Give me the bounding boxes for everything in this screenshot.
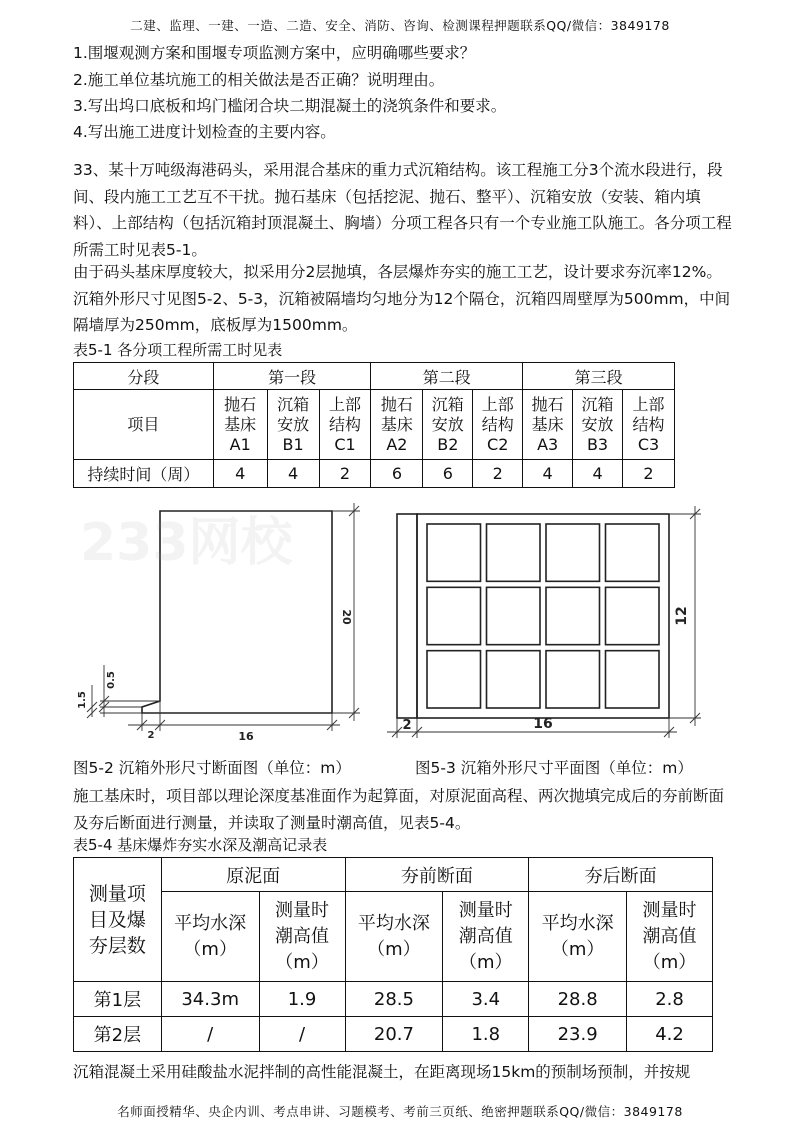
item-b1: 沉箱 安放 B1 <box>267 390 319 460</box>
table2-caption: 表5-4 基床爆炸夯实水深及潮高记录表 <box>73 836 328 854</box>
sub-depth-1: 平均水深 （m） <box>161 892 259 982</box>
fig3-compartments <box>427 524 659 708</box>
row-layer-2-label: 第2层 <box>74 1017 162 1052</box>
table-cell: / <box>161 1017 259 1052</box>
table-cell: 34.3m <box>161 982 259 1017</box>
fig2-dim-width: 16 <box>238 730 254 743</box>
fig3-caption: 图5-3 沉箱外形尺寸平面图（单位：m） <box>415 759 693 777</box>
problem-paragraph-3: 施工基床时，项目部以理论深度基准面作为起算面，对原泥面高程、两次抛填完成后的夯前断面及夯后断面进行测量，并读取了测量时潮高值，见表5-4。 <box>73 787 725 832</box>
sub-depth-2: 平均水深 （m） <box>345 892 443 982</box>
fig3-dim-left: 2 <box>402 718 412 733</box>
compartment-cell <box>546 587 600 644</box>
problem-paragraph-2: 由于码头基床厚度较大，拟采用分2层抛填，各层爆炸夯实的施工工艺，设计要求夯沉率12%。沉箱外形尺寸见图5-2、5-3，沉箱被隔墙均匀地分为12个隔仓，沉箱四周壁厚为500mm，中间隔墙厚为250mm，底板厚为1500mm。 <box>73 263 731 335</box>
page-footer: 名师面授精华、央企内训、考点串讲、习题模考、考前三页纸、绝密押题联系QQ/微信：3849178 <box>117 1104 683 1119</box>
table-cell: 28.8 <box>529 982 627 1017</box>
table-cell: 1.9 <box>259 982 345 1017</box>
group-before-compaction: 夯前断面 <box>345 858 529 892</box>
duration-label: 持续时间（周） <box>74 460 214 488</box>
question-3: 3.写出坞口底板和坞门槛闭合块二期混凝土的浇筑条件和要求。 <box>73 97 507 115</box>
weeks-b2: 6 <box>423 460 473 488</box>
compartment-cell <box>487 524 541 581</box>
fig2-dim-toe: 2 <box>147 730 155 741</box>
compartment-cell <box>546 524 600 581</box>
row-layer-1-label: 第1层 <box>74 982 162 1017</box>
segment-2-header: 第二段 <box>371 363 523 390</box>
sub-tide-3: 测量时 潮高值 （m） <box>627 892 713 982</box>
group-original-mudline: 原泥面 <box>161 858 345 892</box>
table-cell: 20.7 <box>345 1017 443 1052</box>
tide-record-table <box>73 857 713 1052</box>
weeks-a3: 4 <box>523 460 573 488</box>
row-label-item: 项目 <box>74 390 214 460</box>
page-header: 二建、监理、一建、一造、二造、安全、消防、咨询、检测课程押题联系QQ/微信：3849178 <box>130 18 670 33</box>
problem-paragraph-4: 沉箱混凝土采用硅酸盐水泥拌制的高性能混凝土，在距离现场15km的预制场预制，并按规 <box>73 1063 691 1081</box>
fig3-plan-drawing <box>383 500 713 745</box>
table1-caption: 表5-1 各分项工程所需工时见表 <box>73 341 283 359</box>
item-c1: 上部 结构 C1 <box>319 390 371 460</box>
watermark: 233网校 <box>80 513 293 573</box>
question-1: 1.围堰观测方案和围堰专项监测方案中，应明确哪些要求？ <box>73 44 476 62</box>
item-c2: 上部 结构 C2 <box>473 390 523 460</box>
weeks-c3: 2 <box>622 460 674 488</box>
compartment-cell <box>606 651 660 708</box>
weeks-b3: 4 <box>573 460 623 488</box>
fig3-dim-height: 12 <box>674 606 690 626</box>
weeks-a2: 6 <box>371 460 423 488</box>
item-a1: 抛石 基床 A1 <box>213 390 267 460</box>
table-cell: 28.5 <box>345 982 443 1017</box>
weeks-a1: 4 <box>213 460 267 488</box>
table-cell: 1.8 <box>443 1017 529 1052</box>
compartment-cell <box>546 651 600 708</box>
fig2-dim-height: 20 <box>340 609 353 625</box>
weeks-c1: 2 <box>319 460 371 488</box>
problem-paragraph-1: 33、某十万吨级海港码头，采用混合基床的重力式沉箱结构。该工程施工分3个流水段进行，段间、段内施工工艺互不干扰。抛石基床（包括挖泥、抛石、整平）、沉箱安放（安装、箱内填料）、上部结构（包括沉箱封顶混凝土、胸墙）分项工程各只有一个专业施工队施工。各分项工程所需工时见表5-1。 <box>73 161 732 259</box>
table-cell: 2.8 <box>627 982 713 1017</box>
duration-table <box>73 362 675 488</box>
question-2: 2.施工单位基坑施工的相关做法是否正确？说明理由。 <box>73 71 445 89</box>
fig2-section-drawing <box>70 495 370 750</box>
sub-depth-3: 平均水深 （m） <box>529 892 627 982</box>
compartment-cell <box>427 651 481 708</box>
item-c3: 上部 结构 C3 <box>622 390 674 460</box>
weeks-b1: 4 <box>267 460 319 488</box>
table-cell: / <box>259 1017 345 1052</box>
weeks-c2: 2 <box>473 460 523 488</box>
table-cell: 23.9 <box>529 1017 627 1052</box>
question-4: 4.写出施工进度计划检查的主要内容。 <box>73 123 336 141</box>
compartment-cell <box>487 651 541 708</box>
item-b3: 沉箱 安放 B3 <box>573 390 623 460</box>
fig3-dim-width: 16 <box>533 716 553 732</box>
fig2-dim-toe-h2: 1.5 <box>77 691 88 709</box>
table-cell: 4.2 <box>627 1017 713 1052</box>
item-a2: 抛石 基床 A2 <box>371 390 423 460</box>
fig2-caption: 图5-2 沉箱外形尺寸断面图（单位：m） <box>73 759 351 777</box>
segment-3-header: 第三段 <box>523 363 675 390</box>
sub-tide-1: 测量时 潮高值 （m） <box>259 892 345 982</box>
compartment-cell <box>606 587 660 644</box>
row-header: 测量项 目及爆 夯层数 <box>74 858 162 982</box>
sub-tide-2: 测量时 潮高值 （m） <box>443 892 529 982</box>
compartment-cell <box>487 587 541 644</box>
compartment-cell <box>427 524 481 581</box>
compartment-cell <box>606 524 660 581</box>
fig2-dim-toe-h1: 0.5 <box>106 671 117 689</box>
segment-1-header: 第一段 <box>213 363 371 390</box>
item-b2: 沉箱 安放 B2 <box>423 390 473 460</box>
group-after-compaction: 夯后断面 <box>529 858 713 892</box>
item-a3: 抛石 基床 A3 <box>523 390 573 460</box>
col-group-label: 分段 <box>74 363 214 390</box>
compartment-cell <box>427 587 481 644</box>
table-cell: 3.4 <box>443 982 529 1017</box>
